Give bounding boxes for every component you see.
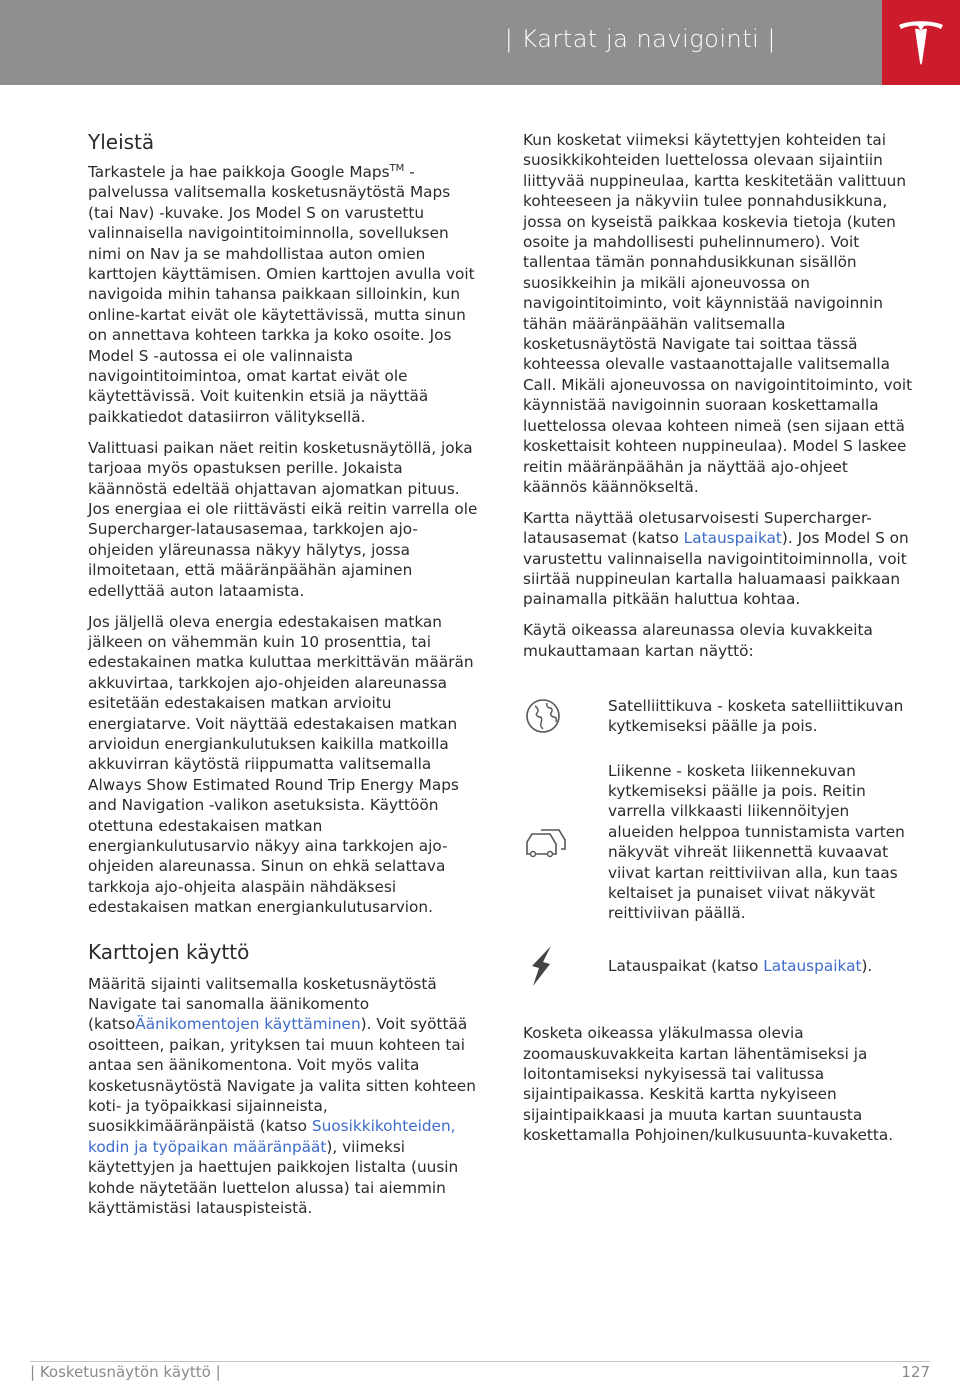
footer-divider bbox=[30, 1361, 930, 1362]
section-title: | Kartat ja navigointi | bbox=[504, 25, 776, 53]
icon-row-satellite bbox=[523, 675, 915, 757]
tesla-logo bbox=[882, 0, 960, 85]
favorites-link[interactable]: Suosikkikohteiden, kodin ja työpaikan määränpäät bbox=[88, 1117, 456, 1156]
globe-icon bbox=[523, 696, 563, 736]
charging-locations-link-2[interactable]: Latauspaikat bbox=[763, 956, 862, 975]
icon-row-charging bbox=[523, 927, 915, 1005]
icon-row-traffic bbox=[523, 757, 915, 927]
paragraph-zoom: Kosketa oikeassa yläkulmassa olevia zoomauskuvakkeita kartan lähentämiseksi ja loitontamiseksi nykyisessä tai valitussa sijaintipaikassa. Keskitä kartta nykyiseen sijaintipaikkaasi ja muuta kartan suuntausta koskettamalla Pohjoinen/kulkusuunta-kuvaketta. bbox=[523, 1024, 894, 1145]
paragraph-supercharger: Kartta näyttää oletusarvoisesti Supercharger-latausasemat (katso Latauspaikat). Jos Model S on varustettu valinnaisella navigointitoiminnolla, voit siirtää nuppineulan kartalla haluamaasi paikkaan painamalla pitkään haluttua kohtaa. bbox=[523, 508, 909, 609]
footer-section: | Kosketusnäytön käyttö | bbox=[30, 1363, 221, 1381]
paragraph-intro: Tarkastele ja hae paikkoja Google Maps™ - palvelussa valitsemalla kosketusnäytöstä Maps (tai Nav) -kuvake. Jos Model S on varustettu valinnaisella navigointitoiminnolla, sovelluksen nimi on Nav ja se mahdollistaa auton omien karttojen käyttämisen. Omien karttojen avulla voit navigoida mihin tahansa paikkaan silloinkin, kun online-kartat eivät ole käytettävissä, mutta sinun on annettava kohteen tarkka ja koko osoite. Jos Model S -autossa ei ole valinnaista navigointitoimintoa, omat kartat eivät ole käytettävissä. Voit kuitenkin etsiä ja näyttää paikkatiedot datasiirron välityksellä. bbox=[88, 162, 475, 426]
charging-description: Latauspaikat (katso Latauspaikat). bbox=[608, 956, 873, 975]
heading-general: Yleistä bbox=[88, 130, 155, 154]
lightning-icon bbox=[523, 944, 563, 988]
paragraph-icons-intro: Käytä oikeassa alareunassa olevia kuvakkeita mukauttamaan kartan näyttö: bbox=[523, 621, 873, 660]
tesla-logo-icon bbox=[895, 17, 947, 69]
left-column bbox=[88, 128, 480, 1229]
traffic-description: Liikenne - kosketa liikennekuvan kytkemiseksi päälle ja pois. Reitin varrella vilkkaasti liikennöityjen alueiden helppoa tunnistamista varten näkyvät vihreät liikennettä kuvaavat viivat kartan reittiviivan alla, kun taas keltaiset ja punaiset viivat näkyvät reittiviivan päällä. bbox=[608, 761, 905, 923]
page-number: 127 bbox=[901, 1363, 930, 1381]
icon-table bbox=[523, 675, 915, 1005]
heading-maps: Karttojen käyttö bbox=[88, 939, 250, 964]
paragraph-energy: Jos jäljellä oleva energia edestakaisen matkan jälkeen on vähemmän kuin 10 prosenttia, tai edestakainen matka kuluttaa merkittävän määrän akkuvirtaa, tarkkojen ajo-ohjeiden alareunassa esitetään edestakaisen matkan arvioitu energiatarve. Voit näyttää edestakaisen matkan arvioidun energiankulutuksen kaikilla matkoilla akkuvirran käytöstä riippumatta valitsemalla Always Show Estimated Round Trip Energy Maps and Navigation -valikon asetuksista. Käyttöön otettuna edestakaisen matkan energiankulutusarvio näkyy aina tarkkojen ajo-ohjeiden alareunassa. Sinun on ehkä selattava tarkkoja ajo-ohjeita alaspäin nähdäksesi edestakaisen matkan energiankulutusarvion. bbox=[88, 612, 474, 917]
paragraph-pins: Kun kosketat viimeksi käytettyjen kohteiden tai suosikkikohteiden luettelossa olevaan sijaintiin liittyvää nuppineulaa, kartta keskitetään valittuun kohteeseen ja näkyviin tulee ponnahdusikkuna, jossa on kyseistä paikkaa koskevia tietoja (kuten osoite ja mahdollisesti puhelinnumero). Voit tallentaa tämän ponnahdusikkunan sisällön suosikkeihin ja mikäli ajoneuvossa on navigointitoiminto, voit käynnistää navigoinnin tähän määränpäähän valitsemalla kosketusnäytöstä Navigate tai soittaa tässä kohteessa olevalle vastaanottajalle valitsemalla Call. Mikäli ajoneuvossa on navigointitoiminto, voit käynnistää navigoinnin suoraan koskettamalla luettelossa olevaa kohteen nimeä (sen sijaan että koskettaisit kohteen nuppineulaa). Model S laskee reitin määränpäähän ja näyttää ajo-ohjeet käännös käännökseltä. bbox=[523, 131, 913, 496]
paragraph-maps-usage: Määritä sijainti valitsemalla kosketusnäytöstä Navigate tai sanomalla äänikomento (katsoÄänikomentojen käyttäminen). Voit syöttää osoitteen, paikan, yrityksen tai muun kohteen tai antaa sen äänikomentona. Voit myös valita kosketusnäytöstä Navigate ja valita sitten kohteen koti- ja työpaikkasi sijainneista, suosikkimääränpäistä (katso Suosikkikohteiden, kodin ja työpaikan määränpäät), viimeksi käytettyjen ja haettujen paikkojen listalta (uusin kohde näytetään luettelon alussa) tai aiemmin käyttämistäsi latauspisteistä. bbox=[88, 974, 476, 1218]
right-column bbox=[523, 130, 915, 1156]
satellite-description: Satelliittikuva - kosketa satelliittikuvan kytkemiseksi päälle ja pois. bbox=[608, 696, 904, 736]
traffic-icon bbox=[523, 822, 569, 862]
voice-commands-link[interactable]: Äänikomentojen käyttäminen bbox=[135, 1015, 361, 1034]
charging-locations-link[interactable]: Latauspaikat bbox=[683, 529, 782, 548]
header-bar bbox=[0, 0, 882, 85]
paragraph-route: Valittuasi paikan näet reitin kosketusnäytöllä, joka tarjoaa myös opastuksen perille. Jokaista käännöstä edeltää ohjattavan ajomatkan pituus. Jos energiaa ei ole riittävästi eikä reitin varrella ole Supercharger-latausasemaa, tarkkojen ajo-ohjeiden yläreunassa näkyy hälytys, jossa ilmoitetaan, että määränpäähän ajaminen edellyttää auton lataamista. bbox=[88, 438, 478, 600]
